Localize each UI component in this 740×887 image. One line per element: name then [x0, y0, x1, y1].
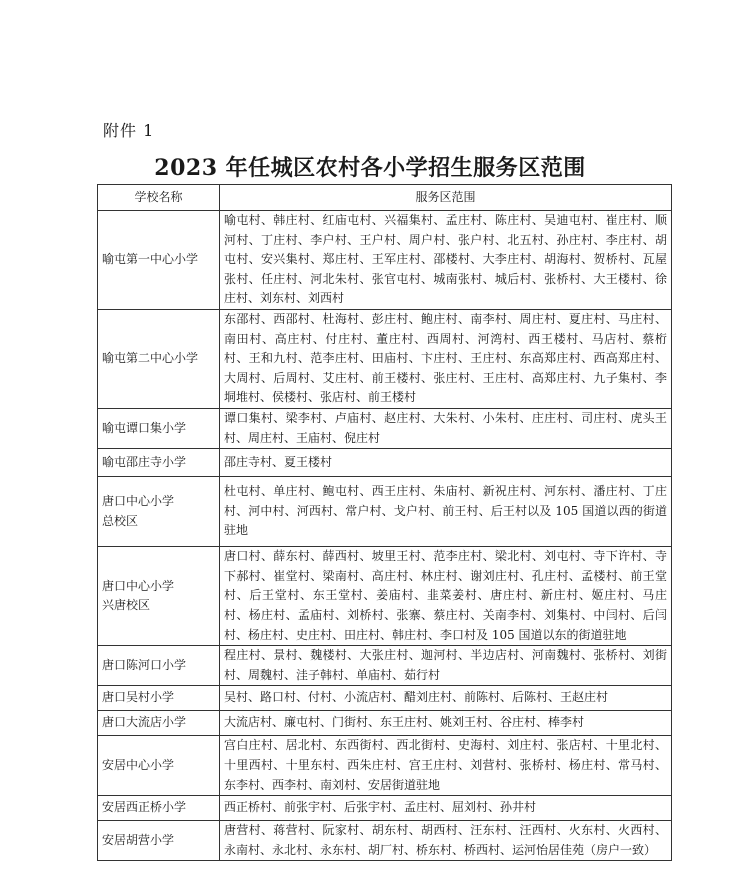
- service-area-cell: 邵庄寺村、夏王楼村: [220, 449, 672, 477]
- service-area-cell: 程庄村、景村、魏楼村、大张庄村、迦河村、半边店村、河南魏村、张桥村、刘街村、周魏村、洼子韩村、单庙村、茹行村: [220, 646, 672, 686]
- school-name-cell: 喻屯谭口集小学: [98, 408, 220, 448]
- table-row: [98, 646, 672, 686]
- service-area-cell: 宫白庄村、居北村、东西街村、西北街村、史海村、刘庄村、张店村、十里北村、十里西村、十里东村、西朱庄村、宫王庄村、刘营村、张桥村、杨庄村、常马村、东李村、西李村、南刘村、安居街道驻地: [220, 736, 672, 796]
- table-row: [98, 821, 672, 861]
- service-area-cell: 谭口集村、梁李村、卢庙村、赵庄村、大朱村、小朱村、庄庄村、司庄村、虎头王村、周庄村、王庙村、倪庄村: [220, 408, 672, 448]
- enrollment-scope-table: [97, 184, 672, 861]
- school-name-cell: 唐口陈河口小学: [98, 646, 220, 686]
- table-header-row: [98, 185, 672, 211]
- school-name-cell: 安居中心小学: [98, 736, 220, 796]
- document-title: 2023 年任城区农村各小学招生服务区范围: [154, 155, 586, 181]
- school-name-cell: 喻屯第一中心小学: [98, 211, 220, 310]
- header-school-name: 学校名称: [98, 185, 220, 211]
- service-area-cell: 唐营村、蒋营村、阮家村、胡东村、胡西村、汪东村、汪西村、火东村、火西村、永南村、永北村、永东村、胡厂村、桥东村、桥西村、运河怡居佳苑（房户一致）: [220, 821, 672, 861]
- service-area-cell: 吴村、路口村、付村、小流店村、醋刘庄村、前陈村、后陈村、王赵庄村: [220, 686, 672, 711]
- table-row: [98, 449, 672, 477]
- table-row: [98, 408, 672, 448]
- table-row: [98, 711, 672, 736]
- table-row: [98, 736, 672, 796]
- service-area-cell: 杜屯村、单庄村、鲍屯村、西王庄村、朱庙村、新祝庄村、河东村、潘庄村、丁庄村、河中村、河西村、常户村、戈户村、前王村、后王村以及 105 国道以西的街道驻地: [220, 477, 672, 547]
- school-name-cell: 安居胡营小学: [98, 821, 220, 861]
- table-row: [98, 309, 672, 408]
- service-area-cell: 大流店村、廉屯村、门街村、东王庄村、姚刘王村、谷庄村、棒李村: [220, 711, 672, 736]
- header-service-area: 服务区范围: [220, 185, 672, 211]
- school-name-cell: 喻屯邵庄寺小学: [98, 449, 220, 477]
- school-name-cell: 安居西正桥小学: [98, 796, 220, 821]
- school-name-cell: 唐口大流店小学: [98, 711, 220, 736]
- school-name-cell: 喻屯第二中心小学: [98, 309, 220, 408]
- service-area-cell: 喻屯村、韩庄村、红庙屯村、兴福集村、孟庄村、陈庄村、吴迪屯村、崔庄村、顺河村、丁庄村、李户村、王户村、周户村、张户村、北五村、孙庄村、李庄村、胡屯村、安兴集村、郑庄村、王军庄村、邵楼村、大李庄村、胡海村、贺桥村、瓦屋张村、任庄村、河北朱村、张官屯村、城南张村、城后村、张桥村、大王楼村、徐庄村、刘东村、刘西村: [220, 211, 672, 310]
- service-area-cell: 西正桥村、前张宇村、后张宇村、孟庄村、屈刘村、孙井村: [220, 796, 672, 821]
- school-name-cell: 唐口中心小学 总校区: [98, 477, 220, 547]
- table-row: [98, 796, 672, 821]
- service-area-cell: 唐口村、薛东村、薛西村、坡里王村、范李庄村、梁北村、刘屯村、寺下许村、寺下郝村、崔堂村、梁南村、高庄村、林庄村、谢刘庄村、孔庄村、孟楼村、前王堂村、后王堂村、东王堂村、姜庙村、韭菜姜村、唐庄村、新庄村、姬庄村、马庄村、杨庄村、孟庙村、刘桥村、张寨、蔡庄村、关南李村、刘集村、中闫村、后闫村、杨庄村、史庄村、田庄村、韩庄村、李口村及 105 国道以东的街道驻地: [220, 547, 672, 646]
- table-row: [98, 211, 672, 310]
- table-row: [98, 686, 672, 711]
- school-name-cell: 唐口吴村小学: [98, 686, 220, 711]
- table-row: [98, 547, 672, 646]
- table-row: [98, 477, 672, 547]
- school-name-cell: 唐口中心小学 兴唐校区: [98, 547, 220, 646]
- annex-label: 附件 1: [103, 121, 155, 140]
- service-area-cell: 东邵村、西邵村、杜海村、彭庄村、鲍庄村、南李村、周庄村、夏庄村、马庄村、南田村、高庄村、付庄村、董庄村、西周村、河湾村、西王楼村、马店村、蔡桁村、王和九村、范李庄村、田庙村、卞庄村、王庄村、东高郑庄村、西高郑庄村、大周村、后周村、艾庄村、前王楼村、张庄村、王庄村、高郑庄村、九子集村、李垌堆村、侯楼村、张店村、前王楼村: [220, 309, 672, 408]
